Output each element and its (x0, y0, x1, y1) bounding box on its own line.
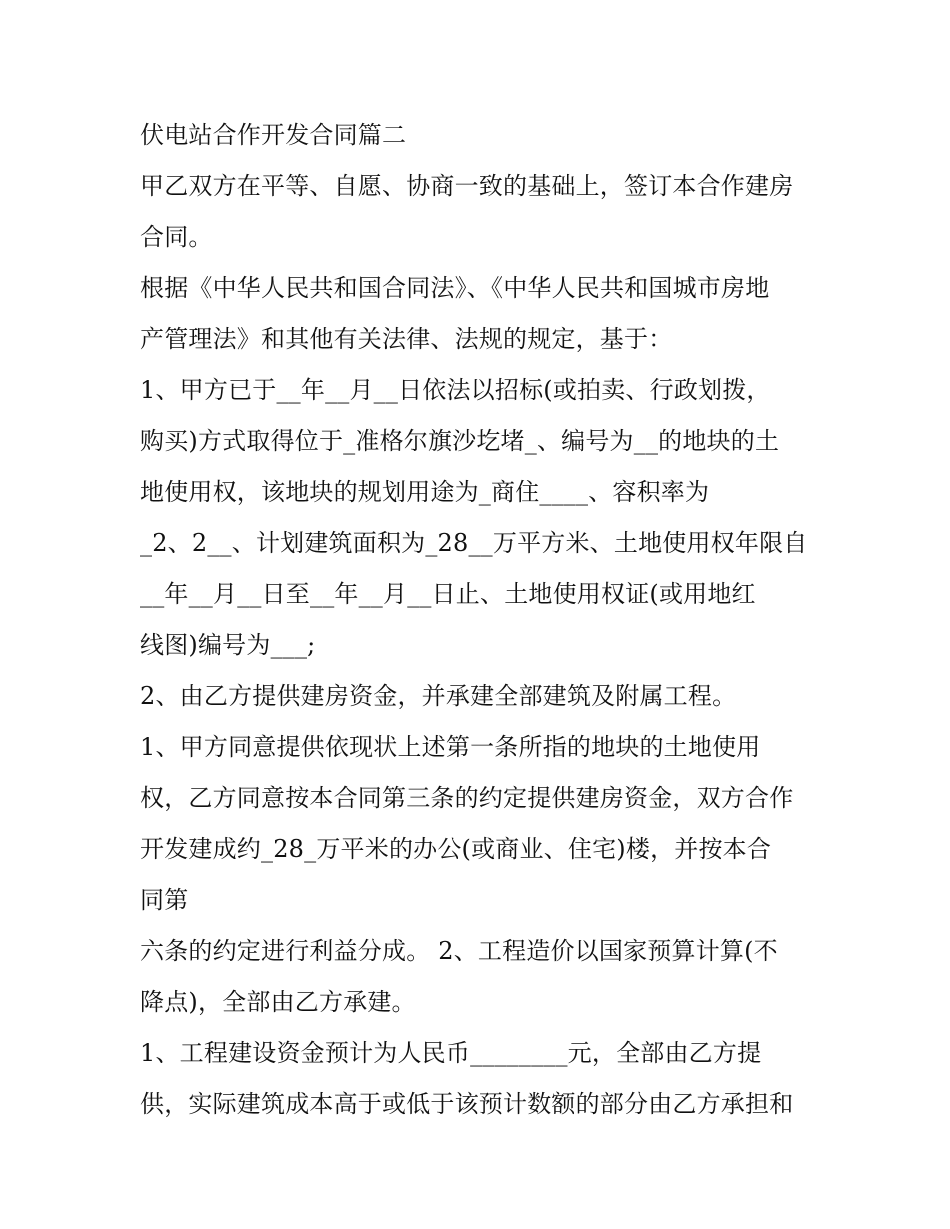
document-body (140, 110, 840, 1130)
paragraph-line: 合同。 (140, 223, 213, 251)
paragraph-line: 购买)方式取得位于_准格尔旗沙圪堵_、编号为__的地块的土 (140, 427, 780, 455)
paragraph-line: 1、甲方同意提供依现状上述第一条所指的地块的土地使用 (140, 733, 761, 761)
paragraph-line: 权，乙方同意按本合同第三条的约定提供建房资金，双方合作 (140, 784, 794, 812)
document-title: 伏电站合作开发合同篇二 (140, 121, 407, 149)
paragraph-line: 供，实际建筑成本高于或低于该预计数额的部分由乙方承担和 (140, 1090, 794, 1118)
paragraph-line: 同第 (140, 886, 189, 914)
paragraph-line: 降点)，全部由乙方承建。 (140, 988, 416, 1016)
paragraph-line: 产管理法》和其他有关法律、法规的规定，基于： (140, 325, 673, 353)
paragraph-line: __年__月__日至__年__月__日止、土地使用权证(或用地红 (140, 580, 756, 608)
paragraph-line: 甲乙双方在平等、自愿、协商一致的基础上，签订本合作建房 (140, 172, 794, 200)
paragraph-line: 开发建成约_28_万平米的办公(或商业、住宅)楼，并按本合 (140, 835, 772, 863)
paragraph-line: 2、由乙方提供建房资金，并承建全部建筑及附属工程。 (140, 682, 737, 710)
paragraph-line: 1、甲方已于__年__月__日依法以招标(或拍卖、行政划拨， (140, 376, 771, 404)
paragraph-line: 地使用权，该地块的规划用途为_商住____、容积率为 (140, 478, 710, 506)
paragraph-line: 1、工程建设资金预计为人民币________元，全部由乙方提 (140, 1039, 762, 1067)
paragraph-line: 线图)编号为___; (140, 631, 316, 659)
paragraph-line: 六条的约定进行利益分成。 2、工程造价以国家预算计算(不 (140, 937, 778, 965)
paragraph-line: 根据《中华人民共和国合同法》、《中华人民共和国城市房地 (140, 274, 770, 302)
paragraph-line: _2、2__、计划建筑面积为_28__万平方米、土地使用权年限自 (140, 529, 808, 557)
